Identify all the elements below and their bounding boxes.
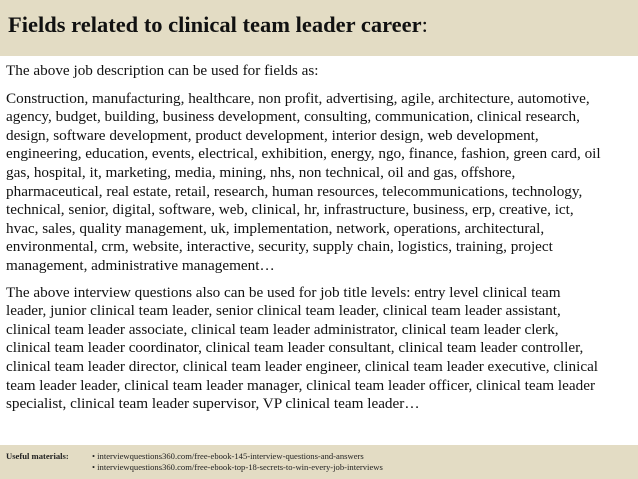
fields-line: engineering, education, events, electrical, exhibition, energy, ngo, finance, fashion, green card, oil (6, 145, 601, 163)
levels-line: specialist, clinical team leader supervisor, VP clinical team leader… (6, 395, 420, 413)
fields-line: gas, hospital, it, marketing, media, mining, nhs, non technical, oil and gas, offshore, (6, 163, 516, 181)
levels-line: team leader leader, clinical team leader manager, clinical team leader officer, clinical team leader (6, 376, 596, 394)
footer-indent (6, 462, 92, 473)
footer-bar (0, 445, 638, 479)
fields-line: environmental, crm, website, interactive, security, supply chain, logistics, training, project (6, 238, 553, 256)
levels-line: clinical team leader director, clinical team leader engineer, clinical team leader executive, clinical (6, 357, 599, 375)
fields-line: Construction, manufacturing, healthcare, non profit, advertising, agile, architecture, automotive, (6, 89, 590, 107)
fields-line: design, software development, product development, interior design, web development, (6, 126, 539, 144)
fields-line: technical, senior, digital, software, web, clinical, hr, infrastructure, business, erp, creative, ict, (6, 201, 574, 219)
levels-paragraph (6, 284, 636, 414)
content-body (6, 62, 636, 414)
footer-row (6, 462, 638, 473)
title-bar (0, 0, 638, 56)
fields-line: hvac, sales, quality management, uk, implementation, network, operations, architectural, (6, 219, 545, 237)
page-title (8, 12, 428, 37)
levels-line: The above interview questions also can be used for job title levels: entry level clinical team (6, 283, 561, 301)
levels-line: leader, junior clinical team leader, senior clinical team leader, clinical team leader assistant, (6, 302, 561, 320)
intro-text: The above job description can be used for fields as: (6, 62, 319, 79)
useful-materials-label: Useful materials: (6, 451, 69, 461)
levels-line: clinical team leader coordinator, clinical team leader consultant, clinical team leader controller, (6, 339, 584, 357)
levels-line: clinical team leader associate, clinical team leader administrator, clinical team leader clerk, (6, 320, 559, 338)
ebook-18-secrets-link[interactable]: • interviewquestions360.com/free-ebook-top-18-secrets-to-win-every-job-interviews (92, 462, 383, 472)
fields-line: pharmaceutical, real estate, retail, research, human resources, telecommunications, technology, (6, 182, 583, 200)
page-title-colon: : (421, 12, 428, 37)
fields-paragraph (6, 90, 636, 276)
footer-row (6, 451, 638, 462)
fields-line: management, administrative management… (6, 256, 275, 274)
page-title-text: Fields related to clinical team leader career (8, 12, 422, 37)
ebook-145-questions-link[interactable]: • interviewquestions360.com/free-ebook-145-interview-questions-and-answers (92, 451, 364, 461)
fields-line: agency, budget, building, business development, consulting, communication, clinical research, (6, 108, 580, 126)
